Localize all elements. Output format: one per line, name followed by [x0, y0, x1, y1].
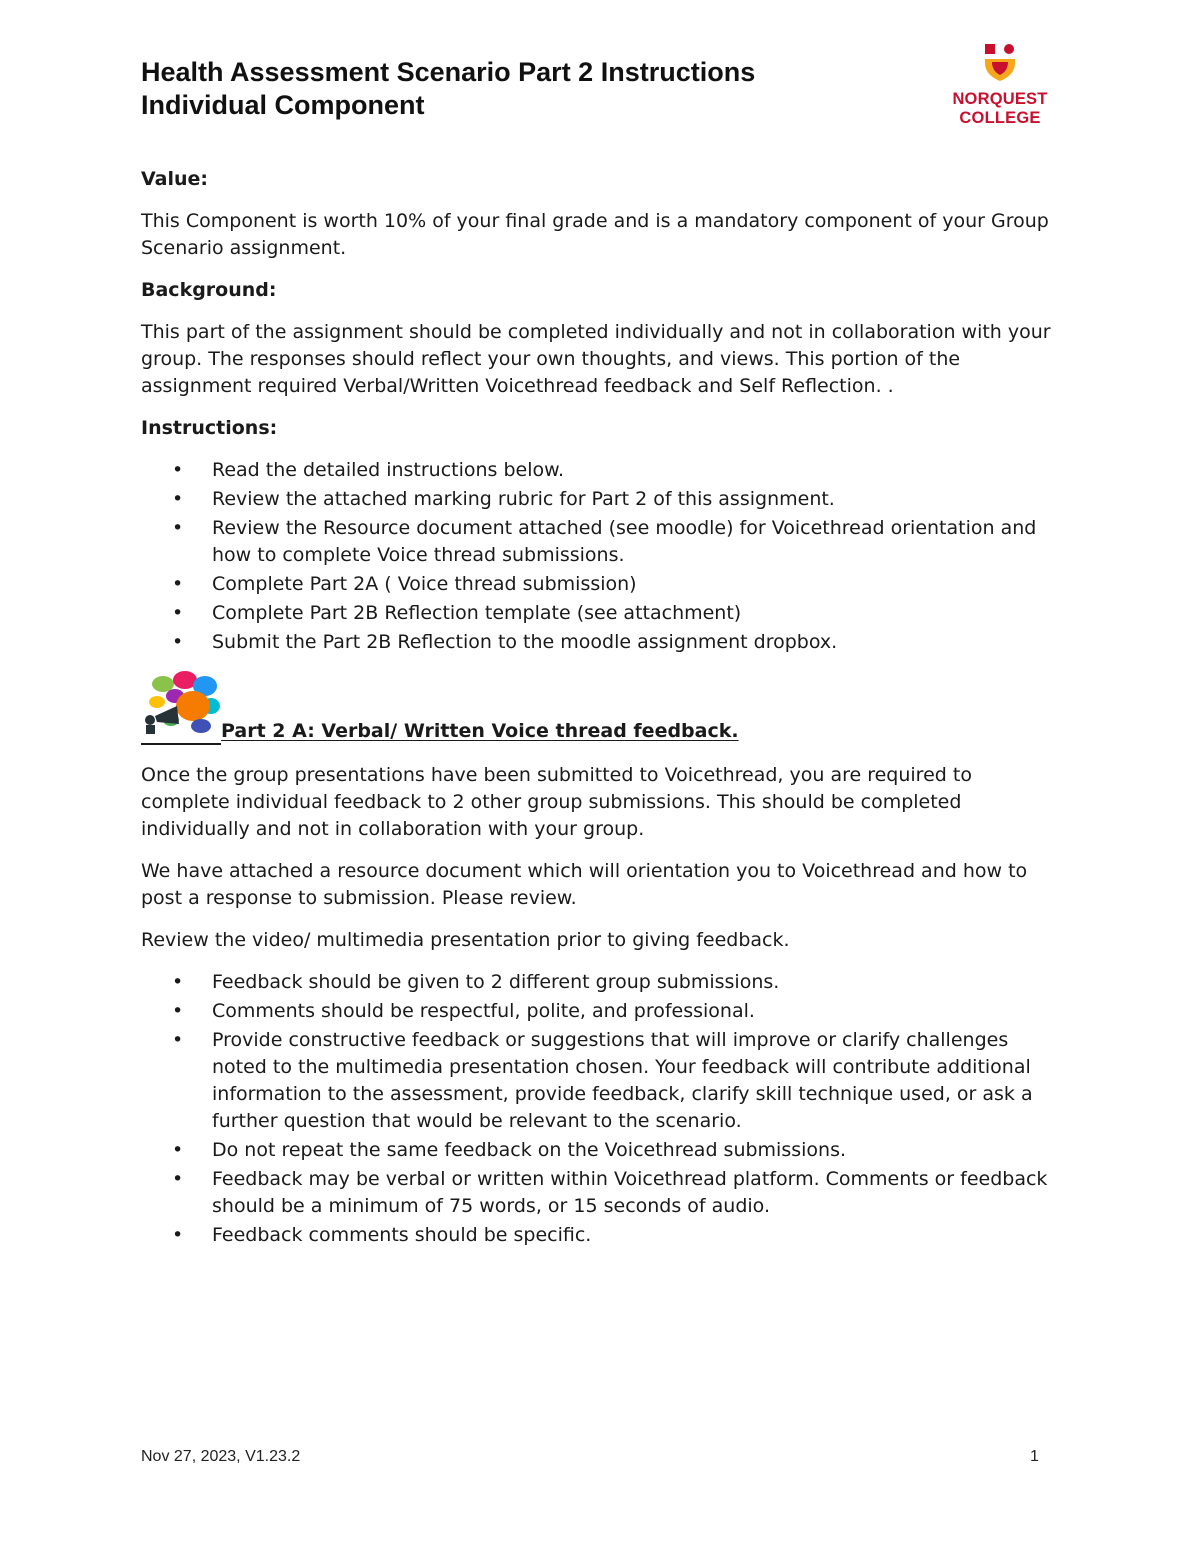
document-body: [141, 166, 1061, 1263]
list-item: • Review the attached marking rubric for Part 2 of this assignment.: [141, 486, 1061, 513]
list-item: • Provide constructive feedback or suggestions that will improve or clarify challenges noted to the multimedia presentation chosen. Your feedback will contribute additional information to the assessment, provide feedback, clarify skill technique used, or ask a further question that would be relevant to the scenario.: [141, 1027, 1061, 1135]
document-title: [141, 56, 755, 122]
background-text: This part of the assignment should be completed individually and not in collaboration with your group. The responses should reflect your own thoughts, and views. This portion of the assignment required Verbal/Written Voicethread feedback and Self Reflection. .: [141, 321, 1051, 397]
norquest-logo: [945, 42, 1055, 132]
list-item: • Feedback should be given to 2 different group submissions.: [141, 969, 1061, 996]
instructions-list: [141, 457, 1061, 656]
feedback-requirements-list: [141, 969, 1061, 1249]
list-item: • Read the detailed instructions below.: [141, 457, 1061, 484]
list-item: • Feedback may be verbal or written within Voicethread platform. Comments or feedback should be a minimum of 75 words, or 15 seconds of audio.: [141, 1166, 1061, 1220]
part-2a-paragraph: We have attached a resource document which will orientation you to Voicethread and how to post a response to submission. Please review.: [141, 860, 1028, 909]
norquest-logo-icon: [983, 42, 1017, 82]
speech-bubbles-megaphone-icon: [141, 670, 221, 736]
list-item: • Submit the Part 2B Reflection to the moodle assignment dropbox.: [141, 629, 1061, 656]
list-item: • Complete Part 2A ( Voice thread submission): [141, 571, 1061, 598]
list-item: • Complete Part 2B Reflection template (see attachment): [141, 600, 1061, 627]
list-item: • Comments should be respectful, polite, and professional.: [141, 998, 1061, 1025]
title-line-1: Health Assessment Scenario Part 2 Instructions: [141, 57, 756, 87]
part-2a-paragraph: Review the video/ multimedia presentation prior to giving feedback.: [141, 929, 790, 951]
list-item: • Review the Resource document attached (see moodle) for Voicethread orientation and how to complete Voice thread submissions.: [141, 515, 1061, 569]
title-line-2: Individual Component: [141, 90, 425, 120]
instructions-heading: Instructions:: [141, 417, 278, 439]
list-item: • Feedback comments should be specific.: [141, 1222, 1061, 1249]
value-text: This Component is worth 10% of your final grade and is a mandatory component of your Group Scenario assignment.: [141, 210, 1049, 259]
background-heading: Background:: [141, 279, 277, 301]
heading-rule: [141, 743, 221, 745]
footer-version: Nov 27, 2023, V1.23.2: [141, 1448, 301, 1465]
logo-text-line-2: COLLEGE: [959, 109, 1041, 127]
part-2a-heading-row: [141, 670, 1061, 748]
list-item: • Do not repeat the same feedback on the Voicethread submissions.: [141, 1137, 1061, 1164]
value-heading: Value:: [141, 168, 209, 190]
part-2a-paragraph: Once the group presentations have been submitted to Voicethread, you are required to complete individual feedback to 2 other group submissions. This should be completed individually and not in collaboration with your group.: [141, 764, 972, 840]
logo-text-line-1: NORQUEST: [952, 90, 1048, 108]
part-2a-heading: Part 2 A: Verbal/ Written Voice thread feedback.: [221, 720, 739, 742]
page-number: 1: [1030, 1448, 1039, 1465]
